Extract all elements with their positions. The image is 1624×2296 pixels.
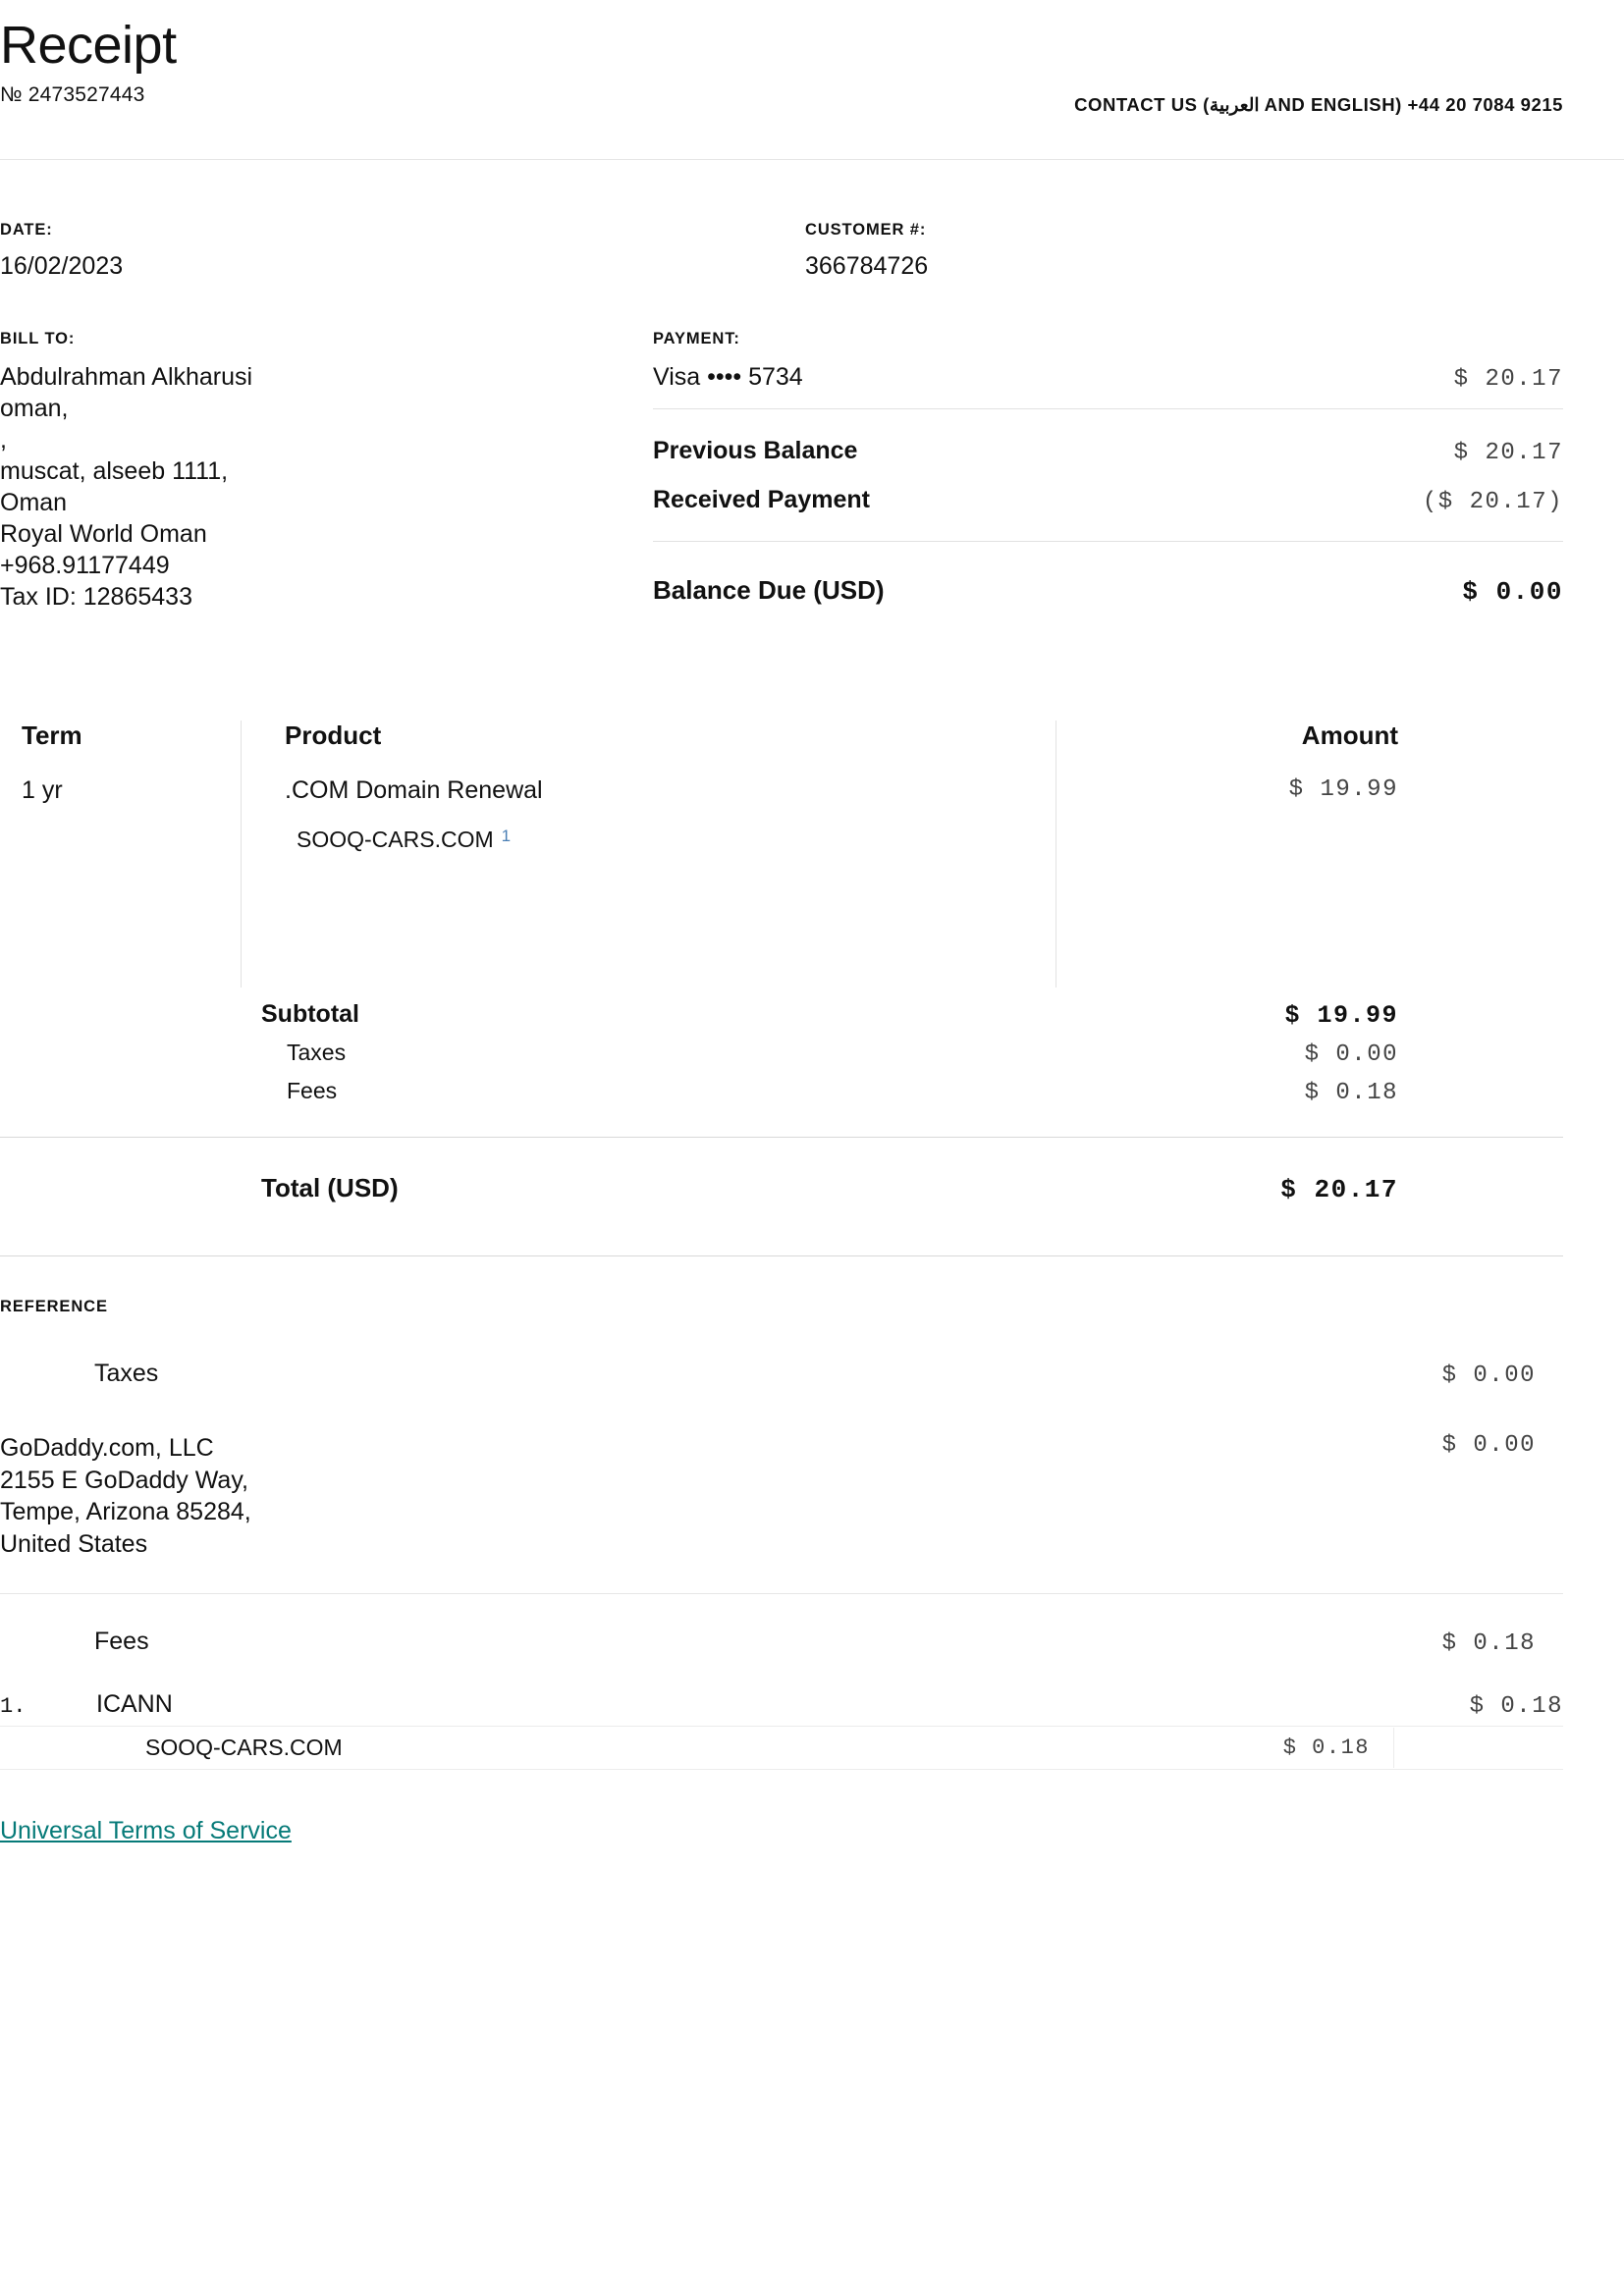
title-block xyxy=(0,18,177,107)
reference-entity-line: 2155 E GoDaddy Way, xyxy=(0,1466,248,1494)
customer-value: 366784726 xyxy=(805,252,929,280)
previous-balance-label: Previous Balance xyxy=(653,437,858,464)
bill-to-line: muscat, alseeb 1111, xyxy=(0,457,229,485)
fees-label: Fees xyxy=(287,1078,338,1103)
total-label: Total (USD) xyxy=(261,1173,399,1202)
payment-divider xyxy=(653,408,1563,409)
receipt-number: № 2473527443 xyxy=(0,82,145,106)
taxes-amount: $ 0.00 xyxy=(1304,1041,1398,1068)
reference-entity-block xyxy=(0,1432,1563,1560)
bill-to-line: Royal World Oman xyxy=(0,520,207,548)
date-block xyxy=(0,221,805,281)
taxes-row xyxy=(0,1035,1563,1073)
balance-due-row xyxy=(653,560,1563,607)
bill-to-line: +968.91177449 xyxy=(0,552,170,579)
item-amount: $ 19.99 xyxy=(1056,776,1563,988)
item-product-cell xyxy=(241,776,1056,988)
item-footnote-marker: 1 xyxy=(501,827,512,845)
payment-block xyxy=(653,330,1563,613)
payment-method-row xyxy=(653,361,1563,408)
line-items-header xyxy=(0,721,1563,776)
subtotal-amount: $ 19.99 xyxy=(1284,1001,1398,1030)
received-payment-row xyxy=(653,476,1563,525)
table-row xyxy=(0,776,1563,988)
subtotal-label: Subtotal xyxy=(261,1000,359,1028)
bill-to-line: , xyxy=(0,426,7,454)
totals-block xyxy=(0,995,1563,1111)
balance-divider xyxy=(653,541,1563,542)
item-domain: SOOQ-CARS.COM xyxy=(297,827,494,853)
payment-method: Visa •••• 5734 xyxy=(653,363,803,391)
reference-entity-line: Tempe, Arizona 85284, xyxy=(0,1498,251,1525)
reference-fees-row xyxy=(0,1628,1563,1657)
previous-balance-row xyxy=(653,427,1563,476)
fee-subitem-amount: $ 0.18 xyxy=(1129,1728,1394,1768)
reference-taxes-amount: $ 0.00 xyxy=(1441,1362,1536,1389)
header-divider xyxy=(0,159,1624,160)
total-row xyxy=(0,1146,1563,1230)
totals-divider xyxy=(0,1137,1563,1138)
item-term: 1 yr xyxy=(22,776,63,804)
column-header-amount: Amount xyxy=(1056,721,1563,776)
column-header-term: Term xyxy=(22,721,82,750)
fee-item-number: 1. xyxy=(0,1694,27,1719)
received-payment-label: Received Payment xyxy=(653,486,870,513)
fee-subitem-name: SOOQ-CARS.COM xyxy=(145,1735,343,1760)
column-header-product: Product xyxy=(241,721,1056,776)
total-amount: $ 20.17 xyxy=(1280,1175,1398,1204)
universal-terms-of-service-link[interactable]: Universal Terms of Service xyxy=(0,1817,292,1844)
line-items-table xyxy=(0,721,1563,988)
reference-divider xyxy=(0,1255,1563,1256)
balance-due-label: Balance Due (USD) xyxy=(653,575,885,605)
reference-fees-divider xyxy=(0,1593,1563,1594)
fee-item-amount: $ 0.18 xyxy=(1469,1693,1563,1720)
page-title: Receipt xyxy=(0,16,177,75)
fee-item-row xyxy=(0,1690,1563,1720)
bill-to-line: Oman xyxy=(0,489,68,516)
item-domain-line xyxy=(285,827,1056,853)
taxes-label: Taxes xyxy=(287,1040,347,1065)
reference-entity-line: United States xyxy=(0,1529,148,1558)
payment-method-amount: $ 20.17 xyxy=(1453,366,1563,393)
fee-item-name: ICANN xyxy=(96,1690,173,1718)
reference-heading: REFERENCE xyxy=(0,1298,108,1315)
billing-payment-row xyxy=(0,330,1563,613)
contact-us-text: CONTACT US (العربية AND ENGLISH) +44 20 7084 9215 xyxy=(1074,94,1563,115)
reference-fees-amount: $ 0.18 xyxy=(1441,1630,1536,1657)
fee-subitem-row xyxy=(0,1726,1563,1770)
received-payment-amount: ($ 20.17) xyxy=(1422,489,1563,515)
bill-to-line: Tax ID: 12865433 xyxy=(0,583,192,611)
receipt-header xyxy=(0,0,1624,116)
subtotal-row xyxy=(0,995,1563,1035)
bill-to-line: Abdulrahman Alkharusi xyxy=(0,363,253,391)
meta-row xyxy=(0,221,1563,281)
reference-taxes-label: Taxes xyxy=(94,1360,159,1387)
item-product-name: .COM Domain Renewal xyxy=(285,776,543,804)
reference-entity-line: GoDaddy.com, LLC xyxy=(0,1434,214,1462)
customer-block xyxy=(805,221,928,281)
reference-entity-address xyxy=(0,1432,251,1560)
bill-to-line: oman, xyxy=(0,395,69,422)
date-value: 16/02/2023 xyxy=(0,252,124,280)
date-label: DATE: xyxy=(0,221,53,239)
fees-amount: $ 0.18 xyxy=(1304,1080,1398,1106)
fees-row xyxy=(0,1073,1563,1111)
balance-due-amount: $ 0.00 xyxy=(1462,577,1563,607)
customer-label: CUSTOMER #: xyxy=(805,221,927,239)
reference-entity-amount: $ 0.00 xyxy=(1441,1432,1536,1459)
reference-fees-label: Fees xyxy=(94,1628,149,1655)
bill-to-label: BILL TO: xyxy=(0,330,76,347)
previous-balance-amount: $ 20.17 xyxy=(1453,440,1563,466)
payment-label: PAYMENT: xyxy=(653,330,740,347)
bill-to-block xyxy=(0,330,653,613)
reference-taxes-row xyxy=(0,1360,1563,1389)
